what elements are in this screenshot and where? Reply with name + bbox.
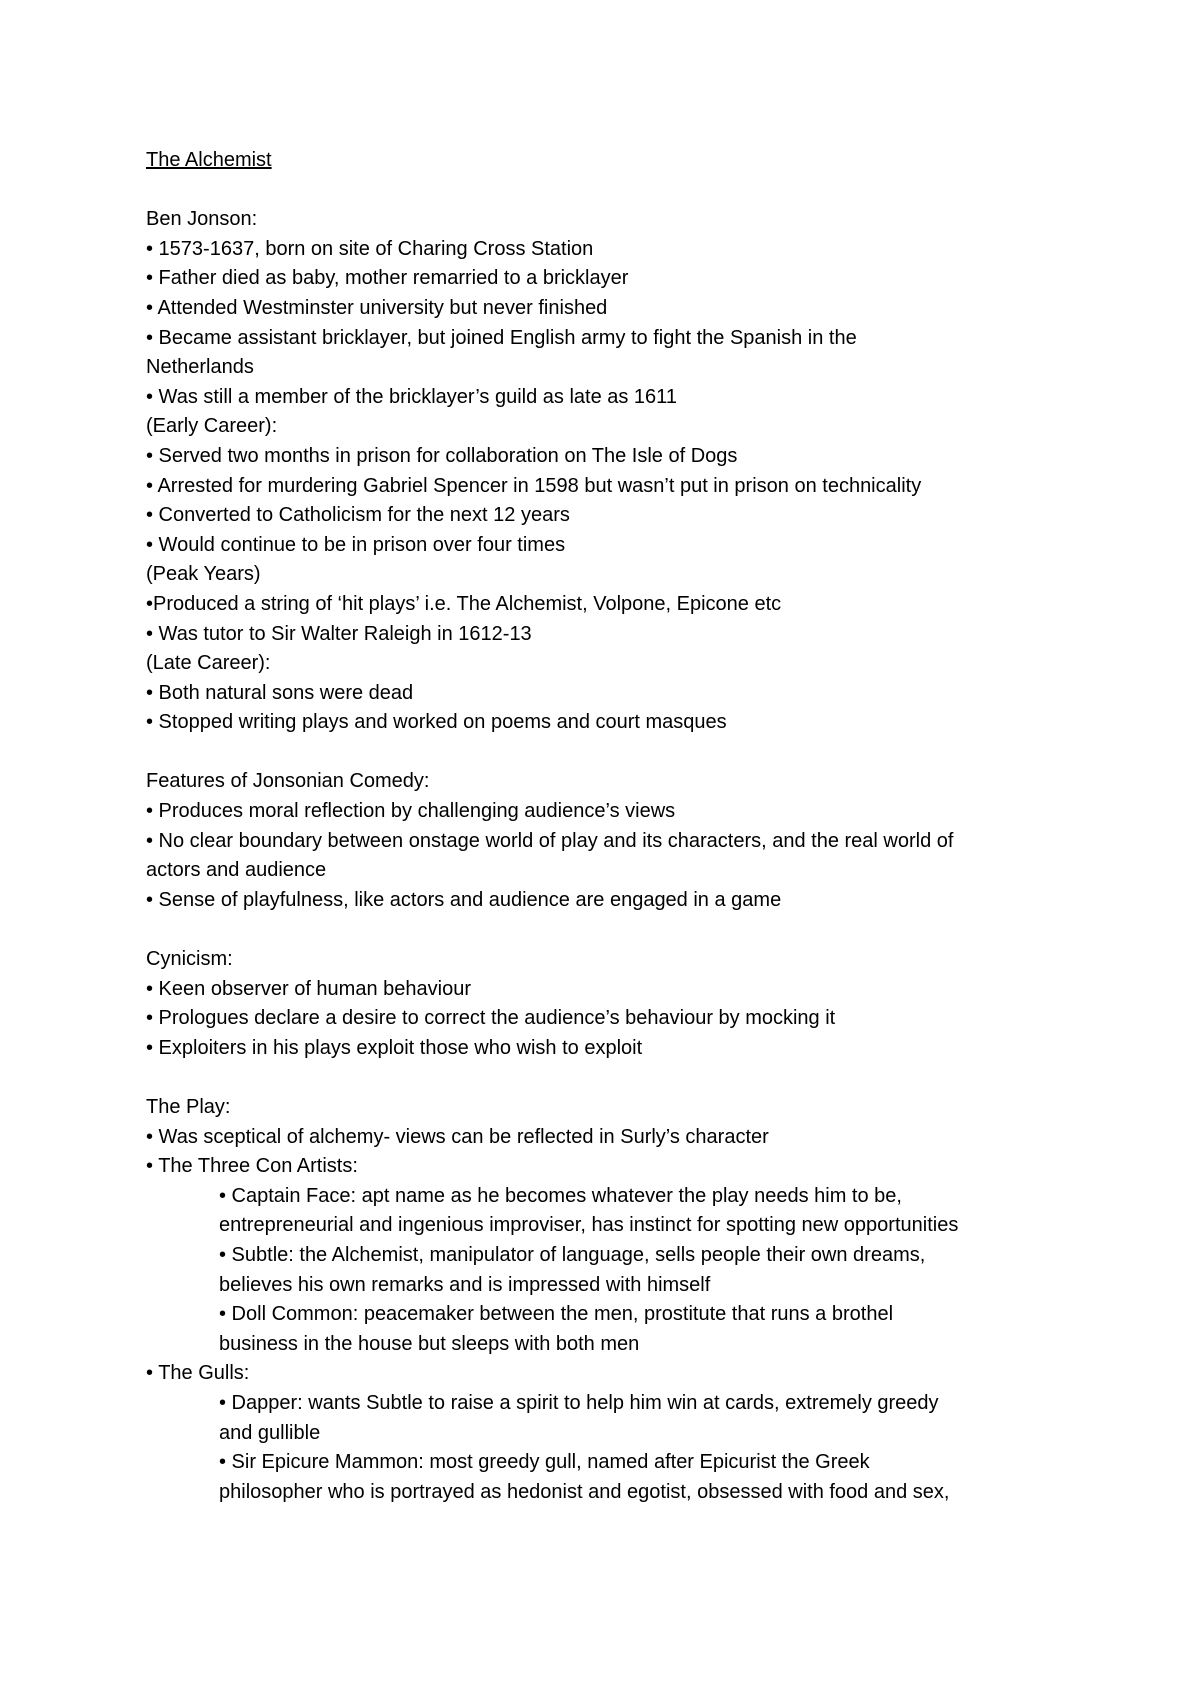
blank-line [146, 738, 1076, 768]
sub-list-item: • Dapper: wants Subtle to raise a spirit to help him win at cards, extremely greedy [219, 1391, 939, 1414]
sub-list-item: • Doll Common: peacemaker between the men, prostitute that runs a brothel [219, 1303, 894, 1326]
list-item: • Arrested for murdering Gabriel Spencer in 1598 but wasn’t put in prison on technicality [146, 474, 922, 497]
list-item: • Attended Westminster university but never finished [146, 296, 608, 319]
list-item: • Keen observer of human behaviour [146, 977, 471, 1000]
document-body [146, 146, 1076, 1507]
blank-line [146, 915, 1076, 945]
list-item: • Produces moral reflection by challenging audience’s views [146, 800, 676, 823]
sub-list-item: • Subtle: the Alchemist, manipulator of language, sells people their own dreams, [219, 1243, 926, 1266]
subheading-peak-years: (Peak Years) [146, 563, 261, 586]
list-item: • Served two months in prison for collaboration on The Isle of Dogs [146, 444, 738, 467]
page-title: The Alchemist [146, 149, 272, 171]
sub-list-item-continuation: entrepreneurial and ingenious improviser, has instinct for spotting new opportunities [219, 1214, 959, 1237]
list-item: • Was sceptical of alchemy- views can be reflected in Surly’s character [146, 1125, 769, 1148]
list-item: • Father died as baby, mother remarried to a bricklayer [146, 267, 629, 290]
blank-line [146, 1063, 1076, 1093]
section-heading-ben-jonson: Ben Jonson: [146, 208, 258, 231]
list-item: • Was still a member of the bricklayer’s guild as late as 1611 [146, 385, 677, 408]
blank-line [146, 176, 1076, 206]
sub-list-item-continuation: and gullible [219, 1421, 321, 1444]
list-item-continuation: Netherlands [146, 356, 254, 379]
sub-list-item: • Sir Epicure Mammon: most greedy gull, named after Epicurist the Greek [219, 1451, 870, 1474]
list-item: • Exploiters in his plays exploit those who wish to exploit [146, 1036, 643, 1059]
list-item: • 1573-1637, born on site of Charing Cross Station [146, 237, 594, 260]
subheading-late-career: (Late Career): [146, 652, 271, 675]
sub-list-item: • Captain Face: apt name as he becomes whatever the play needs him to be, [219, 1184, 902, 1207]
subheading-early-career: (Early Career): [146, 415, 278, 438]
list-item: • Sense of playfulness, like actors and audience are engaged in a game [146, 888, 782, 911]
list-item: • The Gulls: [146, 1362, 250, 1385]
list-item: • Prologues declare a desire to correct the audience’s behaviour by mocking it [146, 1007, 836, 1030]
list-item-continuation: actors and audience [146, 859, 327, 882]
sub-list-item-continuation: philosopher who is portrayed as hedonist and egotist, obsessed with food and sex, [219, 1480, 950, 1503]
list-item: • No clear boundary between onstage world of play and its characters, and the real world of [146, 829, 954, 852]
sub-list-item-continuation: believes his own remarks and is impressed with himself [219, 1273, 711, 1296]
section-heading-cynicism: Cynicism: [146, 948, 233, 971]
list-item: • Would continue to be in prison over four times [146, 533, 566, 556]
section-heading-the-play: The Play: [146, 1096, 231, 1118]
list-item: • Converted to Catholicism for the next 12 years [146, 504, 570, 527]
list-item: • Was tutor to Sir Walter Raleigh in 1612-13 [146, 622, 532, 645]
section-heading-features: Features of Jonsonian Comedy: [146, 770, 430, 793]
list-item: •Produced a string of ‘hit plays’ i.e. The Alchemist, Volpone, Epicone etc [146, 592, 782, 615]
sub-list-item-continuation: business in the house but sleeps with both men [219, 1332, 640, 1355]
list-item: • Stopped writing plays and worked on poems and court masques [146, 711, 727, 734]
list-item: • Became assistant bricklayer, but joined English army to fight the Spanish in the [146, 326, 857, 349]
list-item: • The Three Con Artists: [146, 1155, 358, 1178]
list-item: • Both natural sons were dead [146, 681, 414, 704]
